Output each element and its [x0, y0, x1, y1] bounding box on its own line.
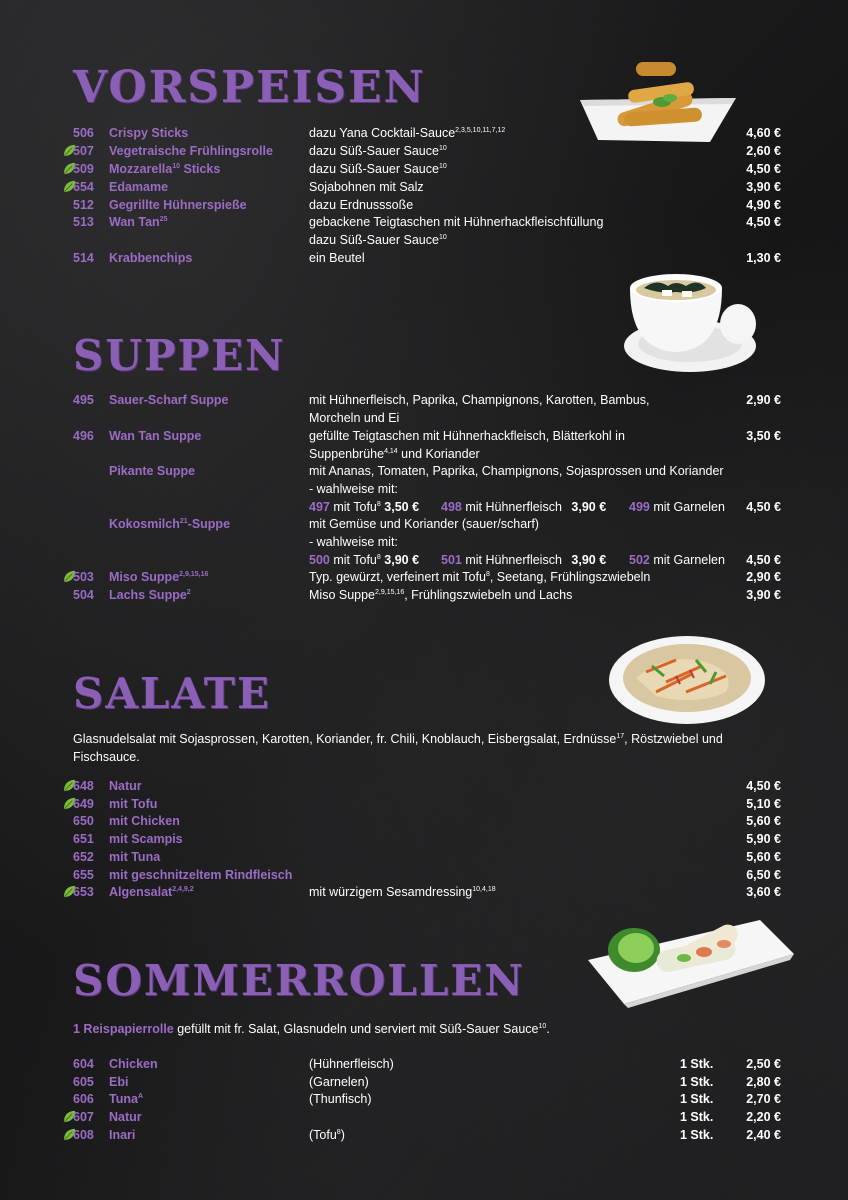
list-item-continuation: [0, 445, 848, 463]
item-description: gefüllte Teigtaschen mit Hühnerhackfleisch, Blätterkohl in: [309, 429, 625, 443]
item-description: Typ. gewürzt, verfeinert mit Tofu$^8$, Seetang, Frühlingszwiebeln: [309, 570, 651, 584]
list-item: [0, 586, 848, 604]
item-number: 653: [73, 885, 94, 899]
list-item-continuation: [0, 409, 848, 427]
list-item: [0, 812, 848, 830]
list-item: [0, 124, 848, 142]
item-name: Chicken: [109, 1057, 158, 1071]
item-price: 4,90 €: [746, 198, 781, 212]
option-item: 497 mit Tofu$^8$ 3,50 €: [309, 500, 420, 514]
section-title-sommerrollen: SOMMERROLLEN: [73, 956, 525, 1005]
item-number: 509: [73, 162, 94, 176]
item-number: 608: [73, 1128, 94, 1142]
option-item: 500 mit Tofu$^8$ 3,90 €: [309, 553, 420, 567]
section-title-vorspeisen: VORSPEISEN: [73, 62, 426, 113]
item-price: 6,50 €: [746, 868, 781, 882]
item-name: Lachs Suppe$^2$: [109, 588, 191, 602]
item-price: 2,60 €: [746, 144, 781, 158]
section-title-suppen: SUPPEN: [73, 331, 286, 380]
item-name: Pikante Suppe: [109, 464, 196, 478]
item-name: Inari: [109, 1128, 136, 1142]
item-description: - wahlweise mit:: [309, 535, 398, 549]
item-name: Natur: [109, 1110, 142, 1124]
item-quantity: 1 Stk.: [680, 1128, 714, 1142]
item-name: Edamame: [109, 180, 169, 194]
item-price: 2,40 €: [746, 1128, 781, 1142]
item-name: Miso Suppe$^{2,9,15,16}$: [109, 570, 209, 584]
item-name: Algensalat$^{2,4,9,2}$: [109, 885, 194, 899]
item-description: gebackene Teigtaschen mit Hühnerhackfleischfüllung: [309, 215, 604, 229]
list-item: [0, 1073, 848, 1091]
item-description: dazu Süß-Sauer Sauce$^{10}$: [309, 162, 447, 176]
item-price: 3,60 €: [746, 885, 781, 899]
option-item: 499 mit Garnelen: [629, 500, 725, 514]
list-item-continuation: [0, 480, 848, 498]
item-description: - wahlweise mit:: [309, 482, 398, 496]
list-item: [0, 1108, 848, 1126]
item-number: 651: [73, 832, 94, 846]
item-quantity: 1 Stk.: [680, 1110, 714, 1124]
item-price: 2,20 €: [746, 1110, 781, 1124]
miso-soup-image: [620, 266, 760, 376]
item-number: 496: [73, 429, 94, 443]
item-name: Mozzarella$^{10}$ Sticks: [109, 162, 221, 176]
glass-noodle-salad-image: [606, 632, 768, 728]
list-item: [0, 1055, 848, 1073]
item-price: 3,90 €: [746, 180, 781, 194]
item-number: 607: [73, 1110, 94, 1124]
list-item: [0, 462, 848, 480]
item-name: Natur: [109, 779, 142, 793]
item-price: 1,30 €: [746, 251, 781, 265]
item-number: 503: [73, 570, 94, 584]
item-name: mit geschnitzeltem Rindfleisch: [109, 868, 293, 882]
item-price: 5,60 €: [746, 850, 781, 864]
list-item: [0, 795, 848, 813]
item-quantity: 1 Stk.: [680, 1075, 714, 1089]
list-item-continuation: [0, 533, 848, 551]
item-name: Crispy Sticks: [109, 126, 189, 140]
item-name: Krabbenchips: [109, 251, 193, 265]
item-name: mit Tofu: [109, 797, 158, 811]
item-number: 652: [73, 850, 94, 864]
item-number: 504: [73, 588, 94, 602]
item-price: 4,50 €: [746, 215, 781, 229]
list-item: [0, 1090, 848, 1108]
item-description: mit Ananas, Tomaten, Paprika, Champignons, Sojasprossen und Koriander: [309, 464, 724, 478]
item-number: 655: [73, 868, 94, 882]
item-name: Gegrillte Hühnerspieße: [109, 198, 247, 212]
item-description: (Garnelen): [309, 1075, 369, 1089]
item-price: 5,90 €: [746, 832, 781, 846]
item-description: Morcheln und Ei: [309, 411, 400, 425]
item-price: 4,50 €: [746, 500, 781, 514]
list-item: [0, 830, 848, 848]
list-item: [0, 848, 848, 866]
option-item: 498 mit Hühnerfleisch 3,90 €: [441, 500, 607, 514]
item-description: mit Hühnerfleisch, Paprika, Champignons, Karotten, Bambus,: [309, 393, 650, 407]
item-quantity: 1 Stk.: [680, 1057, 714, 1071]
list-item: [0, 249, 848, 267]
item-name: mit Scampis: [109, 832, 183, 846]
list-item: [0, 866, 848, 884]
item-name: Kokosmilch$^{21}$-Suppe: [109, 517, 231, 531]
item-name: Wan Tan Suppe: [109, 429, 202, 443]
item-description: Sojabohnen mit Salz: [309, 180, 424, 194]
item-description: (Thunfisch): [309, 1092, 372, 1106]
item-number: 604: [73, 1057, 94, 1071]
item-price: 5,10 €: [746, 797, 781, 811]
item-price: 2,70 €: [746, 1092, 781, 1106]
item-name: mit Chicken: [109, 814, 180, 828]
item-number: 495: [73, 393, 94, 407]
item-number: 648: [73, 779, 94, 793]
item-description: dazu Yana Cocktail-Sauce$^{2,3,5,10,11,7,12}$: [309, 126, 506, 140]
item-price: 4,60 €: [746, 126, 781, 140]
summer-rolls-image: [584, 916, 798, 1008]
options-row: [0, 498, 848, 516]
salate-intro-continuation: Fischsauce.: [73, 750, 140, 764]
list-item: [0, 427, 848, 445]
item-price: 2,50 €: [746, 1057, 781, 1071]
list-item: [0, 160, 848, 178]
item-number: 649: [73, 797, 94, 811]
item-name: mit Tuna: [109, 850, 161, 864]
list-item: [0, 213, 848, 231]
item-number: 512: [73, 198, 94, 212]
list-item: [0, 568, 848, 586]
salate-intro: Glasnudelsalat mit Sojasprossen, Karotten, Koriander, fr. Chili, Knoblauch, Eisbergsalat, Erdnüsse$^{17}$, Röstzwiebel und: [73, 732, 723, 746]
item-number: 506: [73, 126, 94, 140]
item-price: 2,90 €: [746, 570, 781, 584]
list-item: [0, 883, 848, 901]
option-item: 501 mit Hühnerfleisch 3,90 €: [441, 553, 607, 567]
item-number: 513: [73, 215, 94, 229]
item-description: dazu Erdnusssoße: [309, 198, 414, 212]
item-description: ein Beutel: [309, 251, 365, 265]
item-name: Sauer-Scharf Suppe: [109, 393, 229, 407]
item-price: 4,50 €: [746, 779, 781, 793]
options-row: [0, 551, 848, 569]
item-price: 5,60 €: [746, 814, 781, 828]
section-title-salate: SALATE: [73, 669, 272, 718]
list-item: [0, 1126, 848, 1144]
item-number: 605: [73, 1075, 94, 1089]
item-price: 3,50 €: [746, 429, 781, 443]
sommerrollen-intro: 1 Reispapierrolle gefüllt mit fr. Salat, Glasnudeln und serviert mit Süß-Sauer Sauce$^{10}$.: [73, 1022, 550, 1036]
item-description: dazu Süß-Sauer Sauce$^{10}$: [309, 233, 447, 247]
item-price: 4,50 €: [746, 162, 781, 176]
item-price: 2,90 €: [746, 393, 781, 407]
item-description: mit würzigem Sesamdressing$^{10,4,18}$: [309, 885, 496, 899]
item-description: Suppenbrühe$^{4,14}$ und Koriander: [309, 447, 480, 461]
list-item: [0, 391, 848, 409]
item-price: 3,90 €: [746, 588, 781, 602]
item-name: Wan Tan$^{25}$: [109, 215, 168, 229]
item-number: 514: [73, 251, 94, 265]
list-item: [0, 196, 848, 214]
item-name: Ebi: [109, 1075, 129, 1089]
list-item: [0, 515, 848, 533]
list-item: [0, 777, 848, 795]
item-number: 606: [73, 1092, 94, 1106]
list-item-continuation: [0, 231, 848, 249]
item-description: Miso Suppe$^{2,9,15,16}$, Frühlingszwiebeln und Lachs: [309, 588, 573, 602]
item-name: Tuna$^A$: [109, 1092, 143, 1106]
item-name: Vegetraische Frühlingsrolle: [109, 144, 273, 158]
list-item: [0, 178, 848, 196]
item-description: (Tofu$^8$): [309, 1128, 345, 1142]
item-price: 4,50 €: [746, 553, 781, 567]
item-number: 507: [73, 144, 94, 158]
item-number: 654: [73, 180, 94, 194]
item-description: mit Gemüse und Koriander (sauer/scharf): [309, 517, 539, 531]
item-quantity: 1 Stk.: [680, 1092, 714, 1106]
item-description: (Hühnerfleisch): [309, 1057, 394, 1071]
list-item: [0, 142, 848, 160]
item-price: 2,80 €: [746, 1075, 781, 1089]
option-item: 502 mit Garnelen: [629, 553, 725, 567]
item-description: dazu Süß-Sauer Sauce$^{10}$: [309, 144, 447, 158]
item-number: 650: [73, 814, 94, 828]
